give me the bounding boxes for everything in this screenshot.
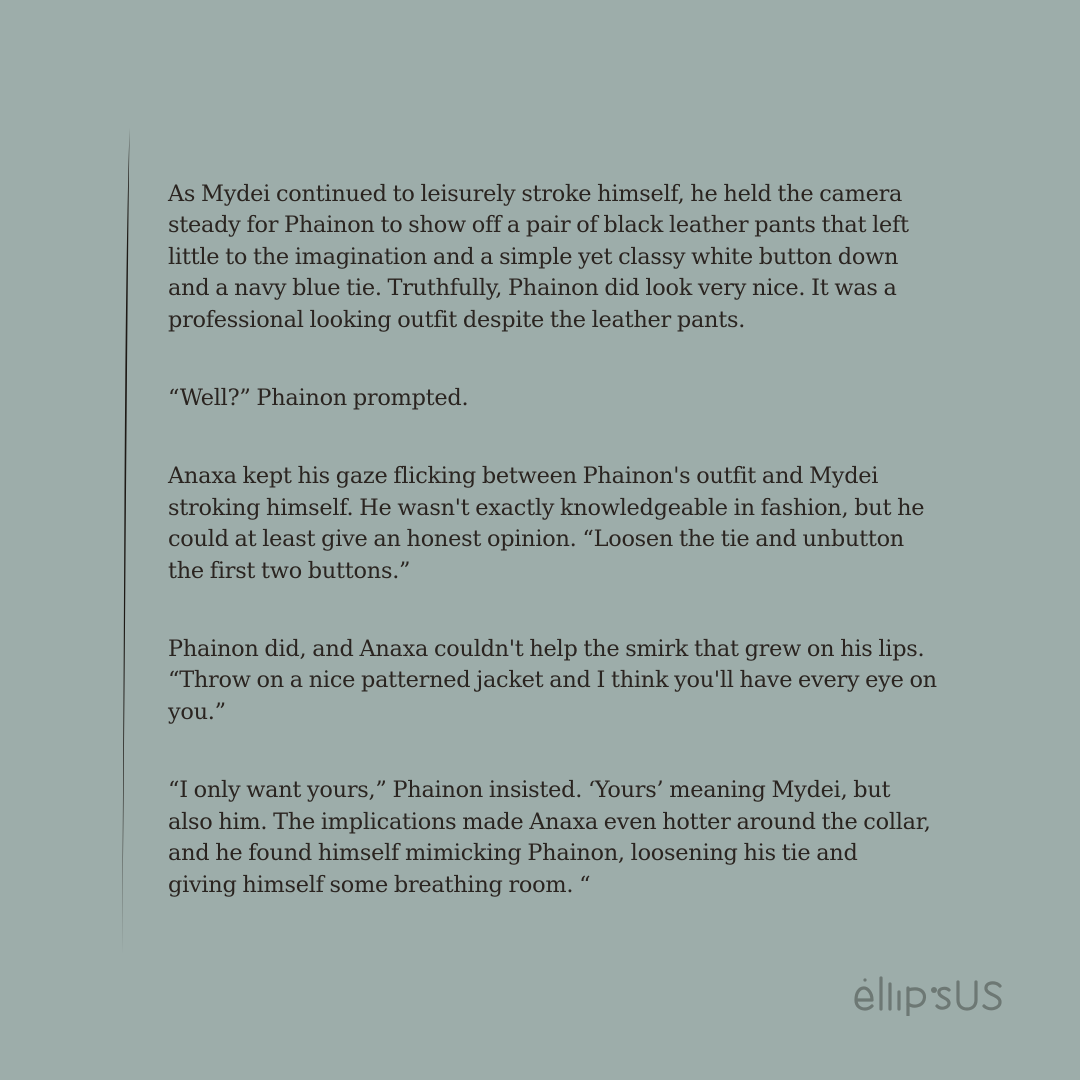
story-paragraph-4: Phainon did, and Anaxa couldn't help the smirk that grew on his lips. “Throw on a nice patterned jacket and I think you'll have every eye on you.” [168, 636, 937, 725]
story-paragraph-2: “Well?” Phainon prompted. [168, 385, 469, 412]
brush-line-divider [116, 128, 136, 954]
story-paragraph-5: “I only want yours,” Phainon insisted. ‘Yours’ meaning Mydei, but also him. The implications made Anaxa even hotter around the collar, and he found himself mimicking Phainon, loosening his tie and giving himself some breathing room. “ [168, 777, 931, 898]
story-paragraph-1: As Mydei continued to leisurely stroke himself, he held the camera steady for Phainon to show off a pair of black leather pants that left little to the imagination and a simple yet classy white button down and a navy blue tie. Truthfully, Phainon did look very nice. It was a professional looking outfit despite the leather pants. [168, 181, 909, 333]
ellipsus-logo [852, 972, 1008, 1016]
story-paragraph-3: Anaxa kept his gaze flicking between Phainon's outfit and Mydei stroking himself. He wasn't exactly knowledgeable in fashion, but he could at least give an honest opinion. “Loosen the tie and unbutton the first two buttons.” [168, 463, 925, 584]
story-text [168, 179, 968, 948]
